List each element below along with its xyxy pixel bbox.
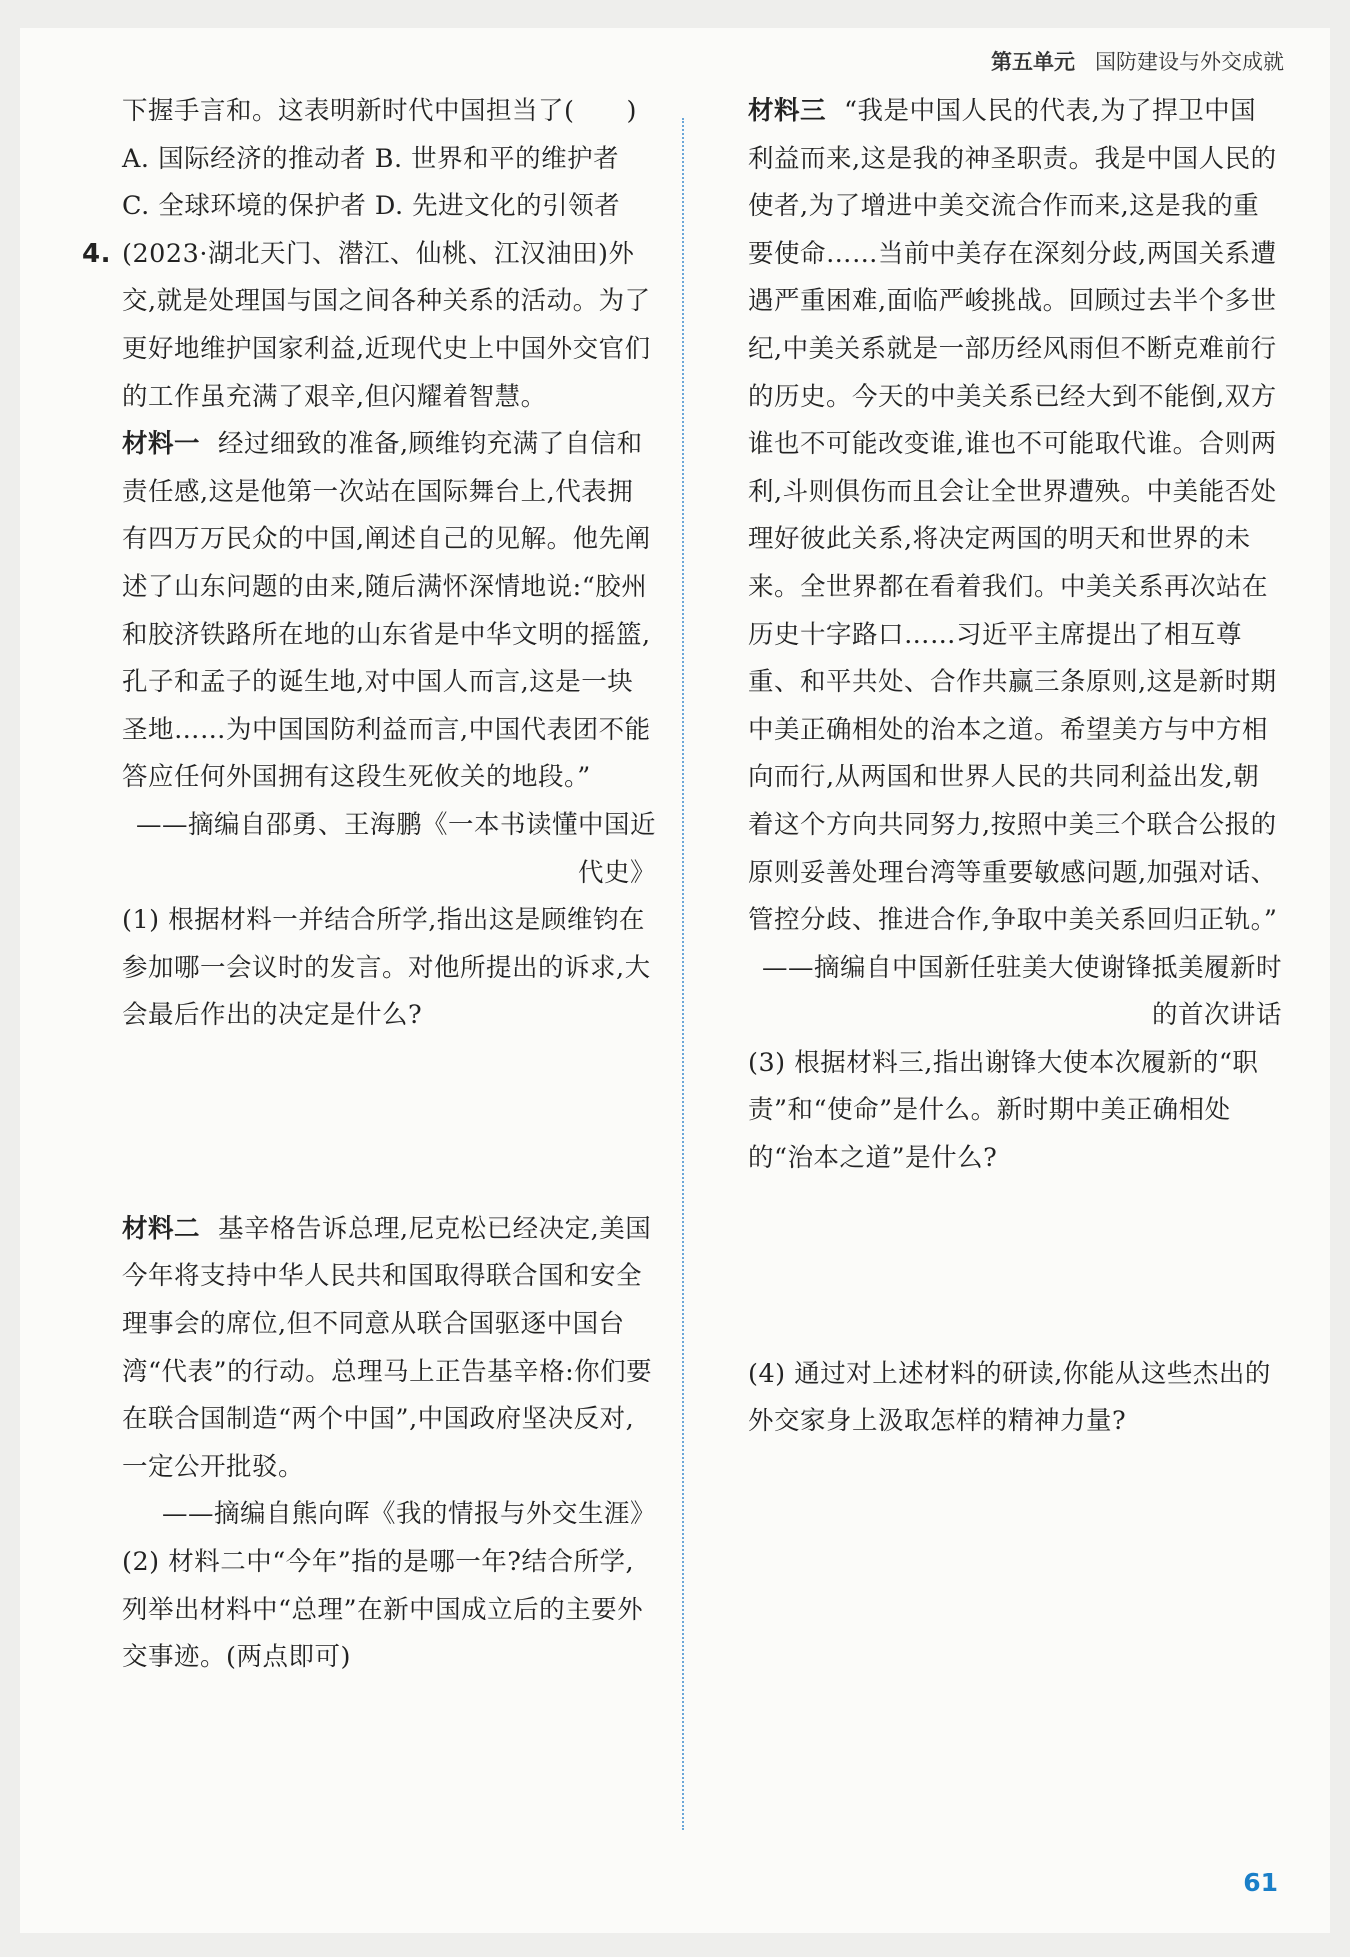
material-2-source: ——摘编自熊向晖《我的情报与外交生涯》 bbox=[161, 1499, 656, 1530]
material-3-label: 材料三 bbox=[748, 96, 827, 126]
question-4-number: 4. bbox=[82, 238, 111, 269]
answer-space-1 bbox=[122, 1040, 656, 1206]
material-1-source: ——摘编自邵勇、王海鹏《一本书读懂中国近代史》 bbox=[135, 809, 656, 888]
left-column bbox=[82, 88, 656, 1682]
material-1 bbox=[122, 421, 656, 802]
unit-title: 国防建设与外交成就 bbox=[1095, 50, 1284, 74]
material-3-source: ——摘编自中国新任驻美大使谢锋抵美履新时的首次讲话 bbox=[761, 952, 1282, 1031]
material-3-text: “我是中国人民的代表,为了捍卫中国利益而来,这是我的神圣职责。我是中国人民的使者,为了增进中美交流合作而来,这是我的重要使命……当前中美存在深刻分歧,两国关系遭遇严重困难,面临严峻挑战。回顾过去半个多世纪,中美关系就是一部历经风雨但不断克难前行的历史。今天的中美关系已经大到不能倒,双方谁也不可能改变谁,谁也不可能取代谁。合则两利,斗则俱伤而且会让全世界遭殃。中美能否处理好彼此关系,将决定两国的明天和世界的未来。全世界都在看着我们。中美关系再次站在历史十字路口……习近平主席提出了相互尊重、和平共处、合作共赢三条原则,这是新时期中美正确相处的治本之道。希望美方与中方相向而行,从两国和世界人民的共同利益出发,朝着这个方向共同努力,按照中美三个联合公报的原则妥善处理台湾等重要敏感问题,加强对话、管控分歧、推进合作,争取中美关系回归正轨。” bbox=[748, 96, 1278, 936]
material-3 bbox=[748, 88, 1282, 945]
page-number: 61 bbox=[1243, 1868, 1278, 1897]
sub-question-1: (1) 根据材料一并结合所学,指出这是顾维钧在参加哪一会议时的发言。对他所提出的诉求,大会最后作出的决定是什么? bbox=[122, 905, 651, 1031]
material-1-text: 经过细致的准备,顾维钧充满了自信和责任感,这是他第一次站在国际舞台上,代表拥有四万万民众的中国,阐述自己的见解。他先阐述了山东问题的由来,随后满怀深情地说:“胶州和胶济铁路所在地的山东省是中华文明的摇篮,孔子和孟子的诞生地,对中国人而言,这是一块圣地……为中国国防利益而言,中国代表团不能答应任何外国拥有这段生死攸关的地段。” bbox=[122, 429, 651, 793]
sub-question-3: (3) 根据材料三,指出谢锋大使本次履新的“职责”和“使命”是什么。新时期中美正确相处的“治本之道”是什么? bbox=[748, 1047, 1259, 1174]
column-divider bbox=[682, 118, 684, 1830]
sub-question-4: (4) 通过对上述材料的研读,你能从这些杰出的外交家身上汲取怎样的精神力量? bbox=[748, 1358, 1271, 1437]
unit-label: 第五单元 bbox=[991, 50, 1075, 74]
sub-question-2: (2) 材料二中“今年”指的是哪一年?结合所学,列举出材料中“总理”在新中国成立后的主要外交事迹。(两点即可) bbox=[122, 1547, 644, 1673]
option-line-ab: A. 国际经济的推动者 B. 世界和平的维护者 bbox=[122, 143, 620, 174]
material-2 bbox=[122, 1206, 656, 1492]
right-column bbox=[748, 88, 1282, 1446]
material-1-label: 材料一 bbox=[122, 429, 201, 460]
answer-space-3 bbox=[748, 1183, 1282, 1351]
option-line-cd: C. 全球环境的保护者 D. 先进文化的引领者 bbox=[122, 191, 621, 222]
material-2-text: 基辛格告诉总理,尼克松已经决定,美国今年将支持中华人民共和国取得联合国和安全理事会的席位,但不同意从联合国驱逐中国台湾“代表”的行动。总理马上正告基辛格:你们要在联合国制造“两个中国”,中国政府坚决反对,一定公开批驳。 bbox=[122, 1213, 653, 1482]
material-2-label: 材料二 bbox=[122, 1213, 201, 1244]
running-header bbox=[991, 46, 1284, 76]
question-4-intro-text: (2023·湖北天门、潜江、仙桃、江汉油田)外交,就是处理国与国之间各种关系的活动。为了更好地维护国家利益,近现代史上中国外交官们的工作虽充满了艰辛,但闪耀着智慧。 bbox=[122, 238, 651, 412]
question-3-tail: 下握手言和。这表明新时代中国担当了( ) bbox=[122, 96, 637, 126]
question-4-intro bbox=[82, 231, 656, 421]
